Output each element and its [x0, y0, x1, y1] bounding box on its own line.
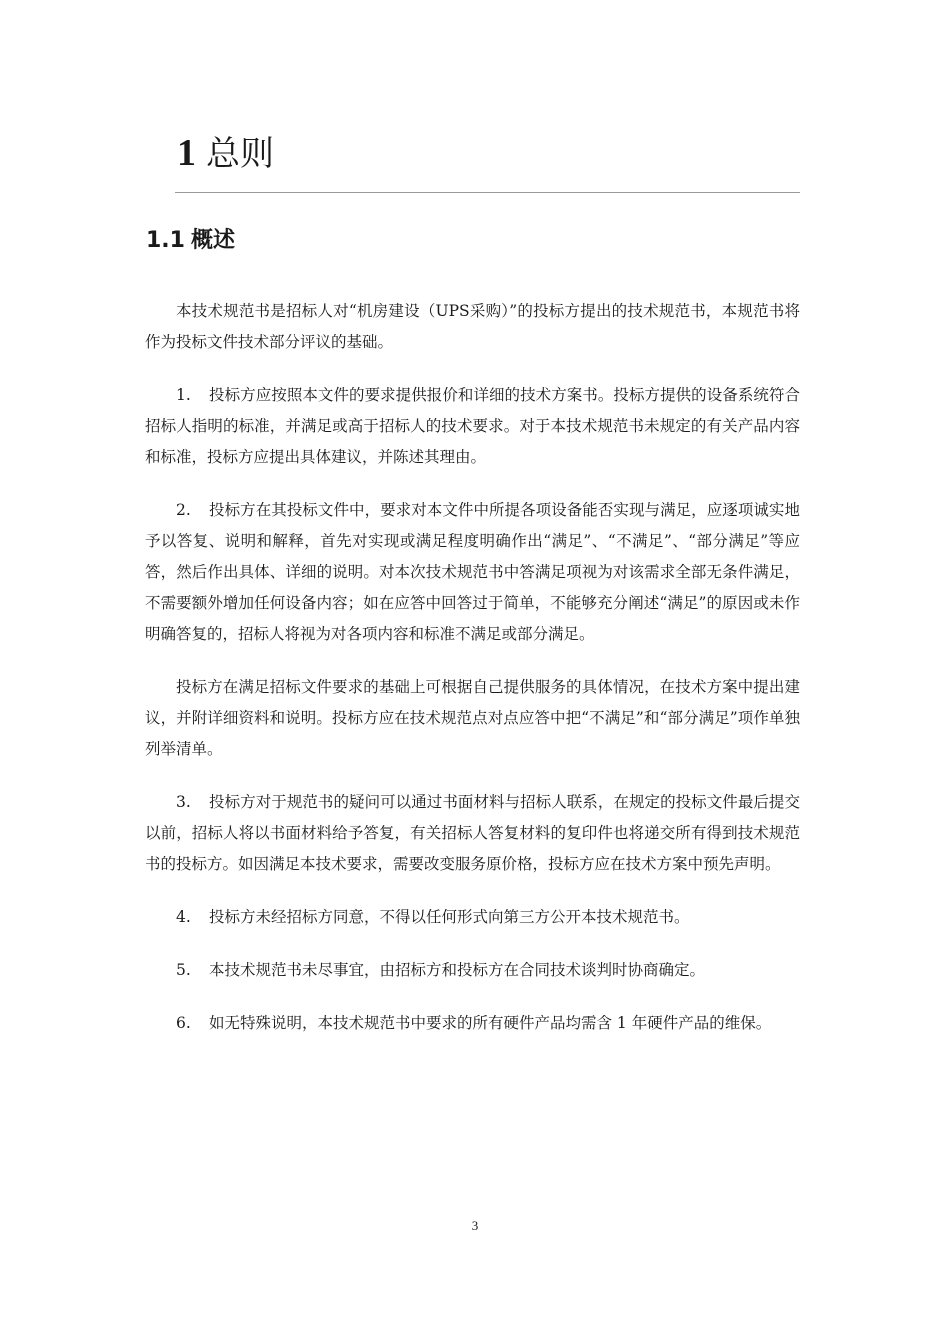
page-number: 3 — [471, 1218, 479, 1233]
paragraph-supplement — [145, 672, 800, 765]
chapter-number: 1 — [177, 132, 196, 174]
paragraph-text: 如无特殊说明，本技术规范书中要求的所有硬件产品均需含 1 年硬件产品的维保。 — [209, 1014, 772, 1032]
section-heading — [146, 224, 235, 258]
list-marker: 6. — [176, 1014, 191, 1032]
body-text — [145, 296, 800, 1061]
list-item-2 — [145, 495, 800, 650]
list-item-6 — [145, 1008, 800, 1039]
paragraph-text: 投标方未经招标方同意，不得以任何形式向第三方公开本技术规范书。 — [209, 908, 690, 926]
list-item-4 — [145, 902, 800, 933]
chapter-heading — [177, 128, 274, 179]
section-title-text: 概述 — [190, 228, 235, 253]
list-item-5 — [145, 955, 800, 986]
paragraph-text: 投标方应按照本文件的要求提供报价和详细的技术方案书。投标方提供的设备系统符合招标人指明的标准，并满足或高于招标人的技术要求。对于本技术规范书未规定的有关产品内容和标准，投标方应提出具体建议，并陈述其理由。 — [145, 386, 800, 466]
list-item-3 — [145, 787, 800, 880]
paragraph-text: 本技术规范书是招标人对“机房建设（UPS采购）”的投标方提出的技术规范书，本规范书将作为投标文件技术部分评议的基础。 — [145, 302, 800, 351]
chapter-title-text: 总则 — [206, 134, 274, 174]
paragraph-intro — [145, 296, 800, 358]
list-marker: 5. — [176, 961, 191, 979]
list-marker: 2. — [176, 501, 191, 519]
list-marker: 1. — [176, 386, 191, 404]
chapter-divider — [175, 192, 800, 193]
paragraph-text: 本技术规范书未尽事宜，由招标方和投标方在合同技术谈判时协商确定。 — [209, 961, 706, 979]
paragraph-text: 投标方在其投标文件中，要求对本文件中所提各项设备能否实现与满足，应逐项诚实地予以答复、说明和解释，首先对实现或满足程度明确作出“满足”、“不满足”、“部分满足”等应答，然后作出具体、详细的说明。对本次技术规范书中答满足项视为对该需求全部无条件满足，不需要额外增加任何设备内容；如在应答中回答过于简单，不能够充分阐述“满足”的原因或未作明确答复的，招标人将视为对各项内容和标准不满足或部分满足。 — [145, 501, 800, 643]
list-item-1 — [145, 380, 800, 473]
paragraph-text: 投标方对于规范书的疑问可以通过书面材料与招标人联系，在规定的投标文件最后提交以前，招标人将以书面材料给予答复，有关招标人答复材料的复印件也将递交所有得到技术规范书的投标方。如因满足本技术要求，需要改变服务原价格，投标方应在技术方案中预先声明。 — [145, 793, 800, 873]
paragraph-text: 投标方在满足招标文件要求的基础上可根据自己提供服务的具体情况，在技术方案中提出建议，并附详细资料和说明。投标方应在技术规范点对点应答中把“不满足”和“部分满足”项作单独列举清单。 — [145, 678, 800, 758]
list-marker: 4. — [176, 908, 191, 926]
list-marker: 3. — [176, 793, 191, 811]
section-number: 1.1 — [146, 228, 185, 253]
